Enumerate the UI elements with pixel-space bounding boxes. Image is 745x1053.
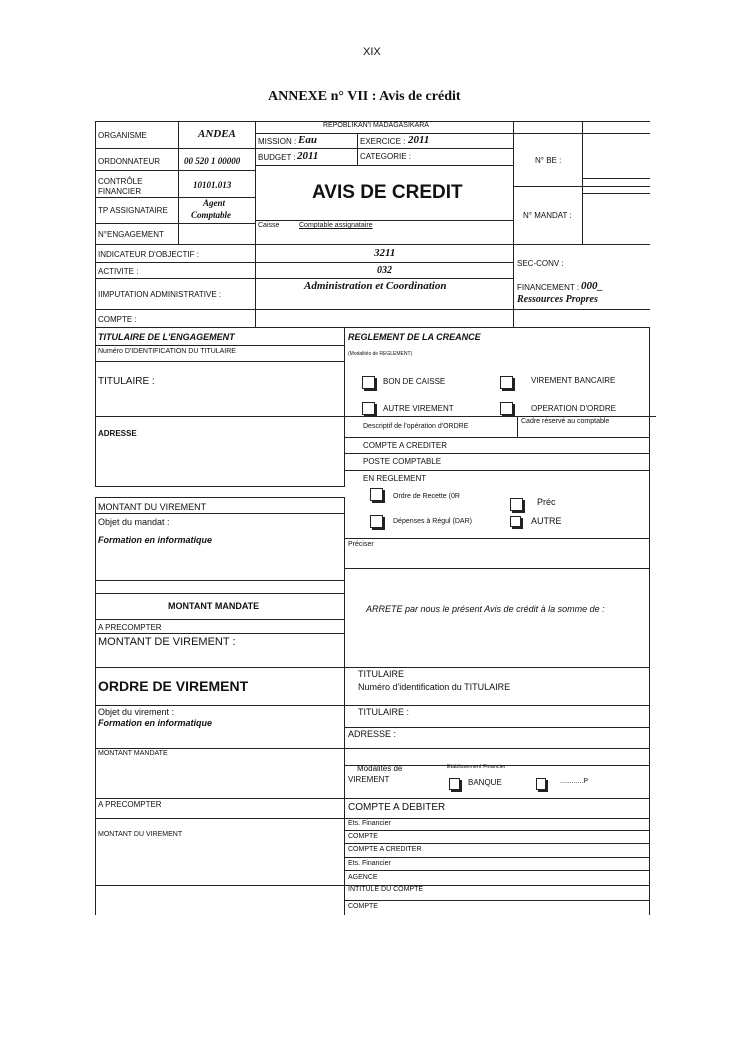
grid-line (95, 580, 345, 581)
compte-debiter-label: COMPTE A DEBITER (348, 802, 446, 813)
grid-line (95, 278, 514, 279)
ets-financier-label-2: Ets. Financier (348, 860, 391, 867)
grid-line (344, 470, 650, 471)
modalites-label: (Modalités de REGLEMENT) (348, 351, 413, 357)
grid-line (517, 416, 518, 437)
montant-de-virement-label: MONTANT DE VIREMENT : (98, 636, 236, 648)
controle-label: CONTRÔLE (98, 177, 143, 186)
organisme-label: ORGANISME (98, 131, 147, 140)
indicateur-label: INDICATEUR D'OBJECTIF : (98, 250, 199, 259)
grid-line (95, 633, 345, 634)
objet-mandat-value: Formation en informatique (98, 535, 213, 545)
grid-line (649, 327, 650, 915)
grid-line (344, 327, 345, 486)
numero-id-label: Numéro D'IDENTIFICATION DU TITULAIRE (98, 348, 236, 355)
ets-financier-label: Ets. Financier (348, 820, 391, 827)
bon-caisse-label: BON DE CAISSE (383, 377, 446, 386)
grid-line (95, 170, 256, 171)
grid-line (344, 900, 650, 901)
poste-comptable-label: POSTE COMPTABLE (363, 457, 442, 466)
document-title: AVIS DE CREDIT (312, 182, 463, 203)
compte-crediter-label: COMPTE A CREDITER (363, 441, 448, 450)
preciser-label: Préciser (348, 541, 374, 548)
grid-line (344, 437, 650, 438)
grid-line (95, 497, 96, 915)
agence-label: AGENCE (348, 874, 378, 881)
autre-virement-checkbox[interactable] (362, 402, 375, 415)
p-field: ............P (560, 778, 589, 785)
ordre-recette-checkbox[interactable] (370, 488, 383, 501)
activite-value: 032 (377, 265, 392, 276)
compte-crediter-label-2: COMPTE A CREDITER (348, 846, 422, 853)
financement-value: 000_ (581, 280, 603, 292)
grid-line (95, 309, 650, 310)
objet-virement-value: Formation en informatique (98, 718, 213, 728)
banque-checkbox[interactable] (449, 778, 460, 790)
modalites-de-label: Modalités de (357, 764, 403, 773)
autre-label: AUTRE (531, 516, 562, 526)
organisme-value: ANDEA (198, 128, 236, 140)
financement-value-2: Ressources Propres (517, 294, 598, 305)
page-number: XIX (363, 46, 381, 58)
tp-value-2: Comptable (191, 210, 231, 220)
grid-line (95, 327, 650, 328)
grid-line (255, 220, 514, 221)
grid-line (95, 798, 650, 799)
grid-line (95, 818, 650, 819)
montant-mandate-label: MONTANT MANDATE (168, 601, 260, 611)
virement-label: VIREMENT (348, 775, 390, 784)
grid-line (95, 244, 650, 245)
mission-value: Eau (298, 134, 317, 146)
grid-line (344, 497, 345, 915)
tp-label: TP ASSIGNATAIRE (98, 206, 168, 215)
annex-title: ANNEXE n° VII : Avis de crédit (268, 89, 461, 104)
arrete-text: ARRETE par nous le présent Avis de crédit à la somme de : (366, 604, 605, 614)
prec-label: Préc (537, 497, 556, 507)
ordre-virement-title: ORDRE DE VIREMENT (98, 678, 249, 694)
nbe-label: N° BE : (535, 156, 562, 165)
grid-line (95, 345, 345, 346)
secconv-label: SEC-CONV : (517, 259, 564, 268)
grid-line (582, 121, 583, 244)
grid-line (513, 121, 514, 327)
titulaire-right-label: TITULAIRE (358, 669, 405, 679)
imputation-label: IIMPUTATION ADMINISTRATIVE : (98, 290, 222, 299)
engagement-label: N°ENGAGEMENT (98, 230, 164, 239)
grid-line (344, 453, 650, 454)
controle-label-2: FINANCIER (98, 187, 142, 196)
grid-line (95, 148, 256, 149)
exercice-value: 2011 (408, 134, 430, 146)
grid-line (344, 843, 650, 844)
mission-label: MISSION : (258, 137, 297, 146)
caisse-label: Caisse (258, 222, 280, 229)
objet-mandat-label: Objet du mandat : (98, 517, 170, 527)
grid-line (95, 197, 256, 198)
grid-line (95, 416, 656, 417)
autre-virement-label: AUTRE VIREMENT (383, 404, 454, 413)
descriptif-label: Descriptif de l'opération d'ORDRE (363, 423, 469, 430)
compte-right-label: COMPTE (348, 833, 378, 840)
grid-line (95, 667, 650, 668)
operation-ordre-checkbox[interactable] (500, 402, 513, 415)
etab-financier-label: Etablissement Financier (447, 764, 506, 770)
grid-line (344, 830, 650, 831)
grid-line (582, 178, 650, 179)
grid-line (95, 619, 345, 620)
grid-line (95, 361, 345, 362)
titulaire-engagement-heading: TITULAIRE DE L'ENGAGEMENT (98, 332, 235, 342)
adresse-right-label: ADRESSE : (348, 729, 397, 739)
depenses-regul-checkbox[interactable] (370, 515, 383, 528)
objet-virement-label: Objet du virement : (98, 707, 175, 717)
republic-label: REPOBLIKAN'I MADAGASIKARA (323, 122, 429, 129)
grid-line (255, 121, 256, 327)
grid-line (95, 705, 650, 706)
grid-line (95, 593, 345, 594)
depenses-regul-label: Dépenses à Régul (DAR) (393, 518, 472, 525)
operation-ordre-label: OPERATION D'ORDRE (531, 404, 616, 413)
ordonnateur-label: ORDONNATEUR (98, 157, 161, 166)
montant-virement-label: MONTANT DU VIREMENT (98, 502, 207, 512)
grid-line (344, 538, 650, 539)
adresse-label: ADRESSE (98, 429, 137, 438)
p-checkbox[interactable] (536, 778, 546, 790)
grid-line (344, 857, 650, 858)
compte-label: COMPTE : (98, 315, 137, 324)
reglement-heading: REGLEMENT DE LA CREANCE (348, 332, 481, 342)
controle-value: 10101.013 (193, 180, 232, 190)
a-precompter-label: A PRECOMPTER (98, 623, 162, 632)
titulaire-right-label-2: TITULAIRE : (358, 707, 410, 717)
montant-mandate-label-2: MONTANT MANDATE (98, 750, 168, 757)
bon-caisse-checkbox[interactable] (362, 376, 375, 389)
grid-line (255, 165, 514, 166)
grid-line (178, 121, 179, 244)
numero-id-right-label: Numéro d'identification du TITULAIRE (358, 682, 511, 692)
grid-line (255, 148, 514, 149)
grid-line (344, 727, 650, 728)
grid-line (344, 568, 650, 569)
compte-right-label-2: COMPTE (348, 903, 378, 910)
caisse-value: Comptable assignataire (299, 222, 373, 229)
financement-label: FINANCEMENT : (517, 283, 580, 292)
grid-line (95, 262, 514, 263)
activite-label: ACTIVITE : (98, 267, 139, 276)
montant-du-virement-label-2: MONTANT DU VIREMENT (98, 831, 183, 838)
indicateur-value: 3211 (374, 247, 396, 259)
ordonnateur-value: 00 520 1 00000 (184, 156, 241, 166)
tp-value: Agent (203, 198, 226, 208)
grid-line (95, 121, 96, 486)
virement-bancaire-checkbox[interactable] (500, 376, 513, 389)
nmandat-label: N° MANDAT : (523, 211, 572, 220)
prec-checkbox[interactable] (510, 498, 523, 511)
banque-label: BANQUE (468, 778, 502, 787)
titulaire-label: TITULAIRE : (98, 376, 155, 387)
grid-line (95, 513, 345, 514)
grid-line (95, 497, 345, 498)
autre-checkbox[interactable] (510, 516, 521, 527)
a-precompter-label-2: A PRECOMPTER (98, 800, 162, 809)
imputation-value: Administration et Coordination (304, 280, 447, 292)
en-reglement-label: EN REGLEMENT (363, 474, 427, 483)
intitule-compte-label: INTITULE DU COMPTE (348, 886, 424, 893)
cadre-label: Cadre réservé au comptable (521, 418, 610, 425)
grid-line (95, 748, 650, 749)
budget-value: 2011 (297, 150, 319, 162)
virement-bancaire-label: VIREMENT BANCAIRE (531, 376, 616, 385)
categorie-label: CATEGORIE : (360, 152, 411, 161)
grid-line (357, 133, 358, 165)
exercice-label: EXERCICE : (360, 137, 406, 146)
grid-line (95, 486, 345, 487)
grid-line (582, 133, 650, 134)
ordre-recette-label: Ordre de Recette (0R (393, 493, 460, 500)
grid-line (344, 870, 650, 871)
budget-label: BUDGET : (258, 153, 296, 162)
grid-line (582, 193, 650, 194)
grid-line (95, 223, 256, 224)
